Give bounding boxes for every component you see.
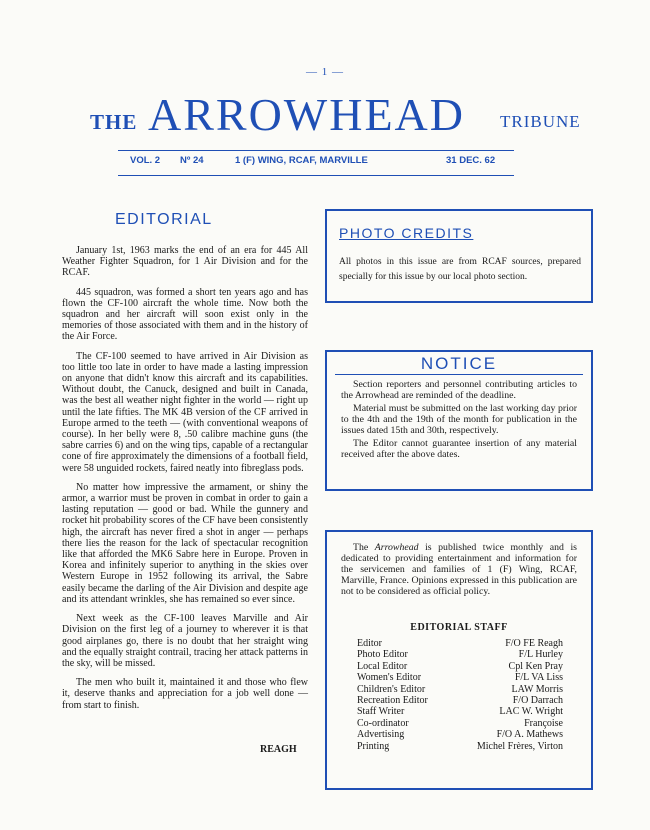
notice-title: NOTICE xyxy=(420,354,498,373)
staff-list xyxy=(357,638,563,752)
notice-body xyxy=(341,379,577,462)
staff-role: Children's Editor xyxy=(357,683,426,695)
staff-name: Michel Frères, Virton xyxy=(476,740,563,752)
issue-number: Nº 24 xyxy=(180,155,204,166)
staff-name: F/L VA Liss xyxy=(514,672,563,684)
staff-row xyxy=(357,741,563,752)
staff-intro xyxy=(341,542,577,597)
staff-row xyxy=(357,684,563,695)
staff-row xyxy=(357,729,563,740)
staff-heading: EDITORIAL STAFF xyxy=(410,622,508,633)
editorial-paragraph: Next week as the CF-100 leaves Marville and Air Division on the first leg of a journey to wherever it is that good airplanes go, there is no doubt that her straight wing and the equally straight contrail, tracing her attack patterns in the sky, will be missed. xyxy=(62,613,308,669)
staff-row xyxy=(357,706,563,717)
notice-paragraph: Section reporters and personnel contributing articles to the Arrowhead are reminded of the deadline. xyxy=(341,379,577,401)
editorial-paragraph: No matter how impressive the armament, or shiny the armor, a warrior must be proven in combat in order to gain a lasting reputation — good or bad. While the gunnery and rocket hit probability scores of the CF have been consistently high, the aircraft has never fired a shot in anger — perhaps there lies the reason for the lack of spectacular recognition like that afforded the MK6 Sabre here in Europe. Proven in Korea and infinitely superior to anything in the skies over Western Europe in 1952 following its arrival, the Sabre easily became the darling of the Air Division and despite age and its attendant wrinkles, she has remained so ever since. xyxy=(62,481,308,605)
staff-box xyxy=(325,530,593,790)
notice-paragraph: Material must be submitted on the last working day prior to the 4th and the 19th of the month for publication in the issues dated 15th and 30th, respectively. xyxy=(341,403,577,436)
staff-role: Local Editor xyxy=(357,660,408,672)
page-number: — 1 — xyxy=(306,66,344,78)
staff-row xyxy=(357,638,563,649)
photo-credits-text: All photos in this issue are from RCAF sources, prepared specially for this issue by our local photo section. xyxy=(339,257,581,282)
staff-name: F/O Darrach xyxy=(512,695,563,707)
issue-rule-top xyxy=(118,150,514,151)
staff-intro-publication: Arrowhead xyxy=(374,542,419,553)
staff-role: Women's Editor xyxy=(357,672,422,684)
staff-name: LAC W. Wright xyxy=(499,706,563,718)
issue-date: 31 DEC. 62 xyxy=(446,155,496,166)
staff-role: Staff Writer xyxy=(357,706,405,718)
staff-name: F/L Hurley xyxy=(518,649,563,661)
notice-box xyxy=(325,350,593,491)
notice-paragraph: The Editor cannot guarantee insertion of any material received after the above dates. xyxy=(341,438,577,460)
staff-intro-prefix: The xyxy=(353,542,375,553)
staff-row xyxy=(357,661,563,672)
issue-volume: VOL. 2 xyxy=(130,155,161,166)
issue-rule-bottom xyxy=(118,175,514,176)
staff-name: Cpl Ken Pray xyxy=(508,660,563,672)
photo-credits-title: PHOTO CREDITS xyxy=(339,225,474,241)
masthead-tribune: TRIBUNE xyxy=(500,112,581,131)
photo-credits-box xyxy=(325,209,593,303)
issue-unit: 1 (F) WING, RCAF, MARVILLE xyxy=(235,155,368,166)
staff-row xyxy=(357,649,563,660)
staff-role: Photo Editor xyxy=(357,649,408,661)
staff-role: Printing xyxy=(357,740,390,752)
editorial-paragraph: The CF-100 seemed to have arrived in Air Division as too little too late in order to have made a lasting impression on anyone that didn't know this aircraft and its capabilities. Without doubt, the Canuck, designed and built in Canada, was the best all weather night fighter in the world — right up until the late fifties. The MK 4B version of the CF arrived in Europe armed to the teeth — (with conventional weapons of course). In her belly were 8, .50 calibre machine guns (the sabre carries 6) and on the wing tips, capable of a rectangular cone of fire approximately the dimensions of a football field, were 58 unguided rockets, faired neatly into fibreglass pods. xyxy=(62,350,308,474)
editorial-signature: REAGH xyxy=(260,744,297,755)
staff-name: F/O FE Reagh xyxy=(505,638,563,649)
masthead-title: ARROWHEAD xyxy=(148,89,465,140)
staff-role: Co-ordinator xyxy=(357,717,409,729)
issue-info-bar xyxy=(130,155,514,171)
staff-role: Editor xyxy=(357,638,382,649)
staff-name: LAW Morris xyxy=(511,683,563,695)
staff-row xyxy=(357,672,563,683)
staff-row xyxy=(357,718,563,729)
notice-rule xyxy=(335,374,583,375)
editorial-paragraph: The men who built it, maintained it and those who flew it, deserve thanks and appreciation for a job well done — from start to finish. xyxy=(62,677,308,711)
staff-role: Advertising xyxy=(357,729,405,741)
staff-name: F/O A. Mathews xyxy=(496,729,563,741)
editorial-paragraph: 445 squadron, was formed a short ten years ago and has flown the CF-100 aircraft the whole time. Now both the squadron and her aircraft will soon exist only in the memories of those associated with them and in the history of the Air Force. xyxy=(62,286,308,343)
staff-intro-rest: is published twice monthly and is dedicated to providing entertainment and information for the servicemen and families of 1 (F) Wing, RCAF, Marville, France. Opinions expressed in this publication are not to be considered as official policy. xyxy=(341,542,577,597)
editorial-paragraph: January 1st, 1963 marks the end of an era for 445 All Weather Fighter Squadron, for 1 Air Division and for the RCAF. xyxy=(62,245,308,279)
masthead-the: THE xyxy=(90,110,138,134)
editorial-title: EDITORIAL xyxy=(115,211,213,228)
staff-row xyxy=(357,695,563,706)
editorial-body xyxy=(62,245,308,719)
staff-name: Françoise xyxy=(524,717,563,729)
masthead xyxy=(60,88,580,148)
staff-role: Recreation Editor xyxy=(357,695,428,707)
